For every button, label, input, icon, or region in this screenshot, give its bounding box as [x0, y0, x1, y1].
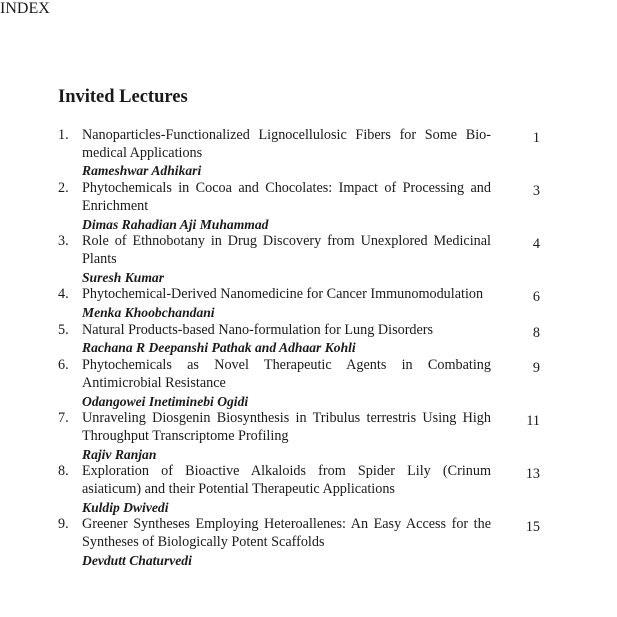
- entry-page-number: 8: [532, 324, 540, 341]
- entry-number: 3.: [58, 233, 69, 250]
- entry-page-number: 1: [532, 130, 540, 146]
- entry-title: Phytochemicals in Cocoa and Chocolates: Impact of Processing and Enrichment: [82, 180, 491, 214]
- entry-title: Natural Products-based Nano-formulation for Lung Disorders: [82, 321, 434, 338]
- entry-page-number: 11: [526, 413, 540, 430]
- index-entry[interactable]: [58, 322, 558, 357]
- entry-author: Odangowei Inetiminebi Ogidi: [82, 393, 249, 409]
- entry-number: 4.: [58, 286, 69, 303]
- entry-number: 2.: [58, 180, 69, 197]
- index-entry[interactable]: [58, 357, 558, 410]
- entry-author: Dimas Rahadian Aji Muhammad: [82, 216, 269, 232]
- entry-number: 8.: [58, 463, 69, 480]
- index-entry[interactable]: [58, 516, 558, 569]
- entry-author: Rameshwar Adhikari: [82, 163, 202, 179]
- entry-page-number: 6: [532, 289, 540, 306]
- entry-title: Unraveling Diosgenin Biosynthesis in Tribulus terrestris Using High Throughput Transcriptome Profiling: [82, 410, 491, 444]
- index-entry[interactable]: [58, 463, 558, 516]
- entry-title: Exploration of Bioactive Alkaloids from Spider Lily (Crinum asiaticum) and their Potential Therapeutic Applications: [82, 463, 491, 498]
- entry-number: 9.: [58, 516, 69, 533]
- entry-page-number: 3: [532, 183, 540, 200]
- entry-author: Menka Khoobchandani: [82, 305, 215, 321]
- entry-page-number: 13: [525, 466, 540, 483]
- entry-title: Phytochemicals as Novel Therapeutic Agents in Combating Antimicrobial Resistance: [82, 357, 491, 391]
- index-entry[interactable]: [58, 127, 558, 180]
- entry-number: 7.: [58, 410, 69, 427]
- entry-title: Greener Syntheses Employing Heteroallenes: An Easy Access for the Syntheses of Biologically Potent Scaffolds: [82, 516, 491, 551]
- entry-title: Role of Ethnobotany in Drug Discovery from Unexplored Medicinal Plants: [82, 233, 491, 267]
- index-entry[interactable]: [58, 233, 558, 286]
- index-entry-list: [58, 127, 558, 570]
- entry-author: Suresh Kumar: [82, 269, 164, 285]
- entry-number: 6.: [58, 357, 69, 374]
- entry-author: Devdutt Chaturvedi: [82, 552, 192, 568]
- entry-number: 1.: [58, 127, 69, 143]
- index-entry[interactable]: [58, 286, 558, 321]
- entry-author: Rajiv Ranjan: [82, 446, 157, 462]
- section-heading: Invited Lectures: [58, 87, 188, 107]
- index-entry[interactable]: [58, 180, 558, 233]
- entry-number: 5.: [58, 321, 69, 338]
- entry-title: Phytochemical-Derived Nanomedicine for Cancer Immunomodulation: [82, 286, 484, 303]
- entry-page-number: 4: [532, 236, 540, 253]
- entry-title: Nanoparticles-Functionalized Lignocellulosic Fibers for Some Bio-medical Applications: [82, 127, 491, 161]
- entry-page-number: 9: [532, 360, 540, 377]
- entry-author: Rachana R Deepanshi Pathak and Adhaar Kohli: [82, 340, 356, 356]
- entry-author: Kuldip Dwivedi: [82, 499, 169, 515]
- index-entry[interactable]: [58, 410, 558, 463]
- entry-page-number: 15: [525, 519, 540, 536]
- page-title: INDEX: [0, 0, 50, 17]
